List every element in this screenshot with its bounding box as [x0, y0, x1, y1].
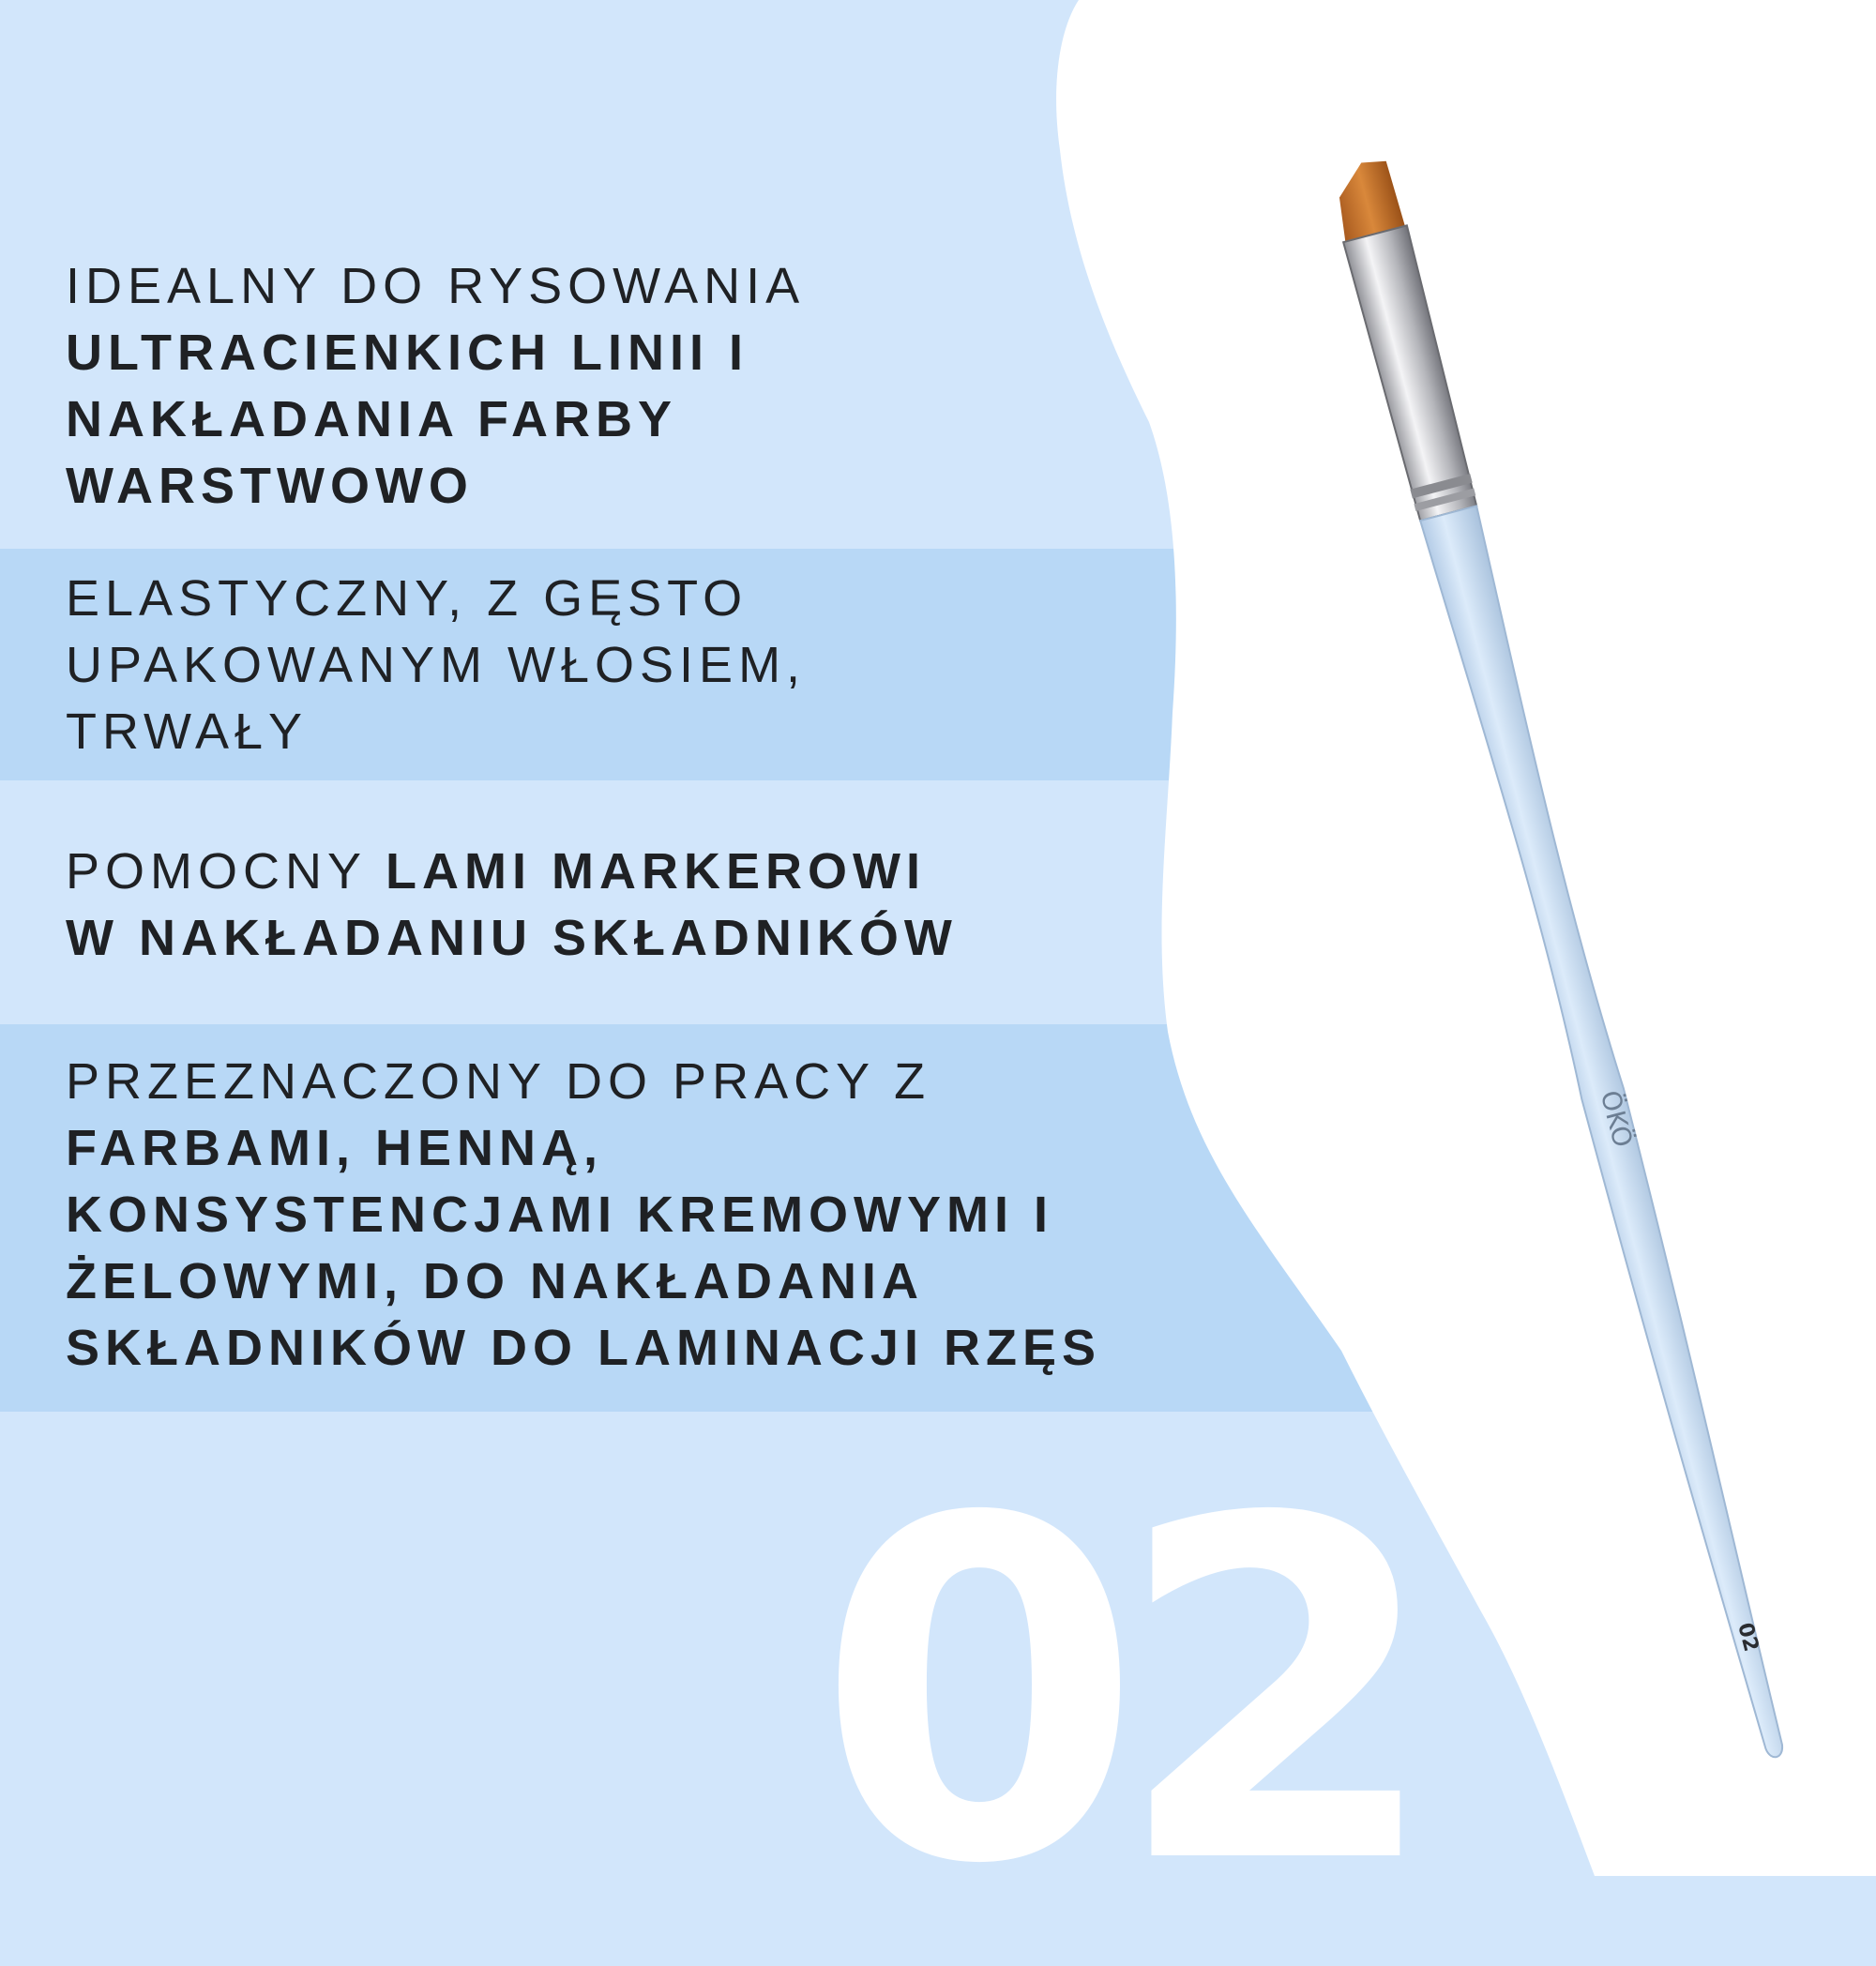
feature-text-bold: FARBAMI, HENNĄ, [66, 1120, 603, 1176]
feature-text: TRWAŁY [66, 703, 309, 760]
feature-text: PRZEZNACZONY DO PRACY Z [66, 1053, 931, 1110]
brush-size-label: 02 [1732, 1620, 1763, 1655]
feature-text-bold: LAMI MARKEROWI [386, 843, 926, 900]
feature-text: IDEALNY DO RYSOWANIA [66, 258, 806, 314]
feature-text: POMOCNY [66, 843, 386, 900]
brush-logo: ÖKÖ [1594, 1087, 1640, 1151]
feature-text-bold: KONSYSTENCJAMI KREMOWYMI I [66, 1187, 1054, 1243]
feature-text: ELASTYCZNY, Z GĘSTO [66, 570, 749, 627]
feature-text-bold: NAKŁADANIA FARBY [66, 391, 677, 447]
feature-text-bold: ULTRACIENKICH LINII I [66, 325, 749, 381]
feature-text: UPAKOWANYM WŁOSIEM, [66, 637, 807, 693]
big-size-number: 02 [816, 1420, 1413, 1966]
feature-text-bold: WARSTWOWO [66, 458, 474, 514]
feature-text-bold: SKŁADNIKÓW DO LAMINACJI RZĘS [66, 1320, 1101, 1376]
feature-text-bold: W NAKŁADANIU SKŁADNIKÓW [66, 910, 958, 966]
feature-text-bold: ŻELOWYMI, DO NAKŁADANIA [66, 1253, 924, 1309]
